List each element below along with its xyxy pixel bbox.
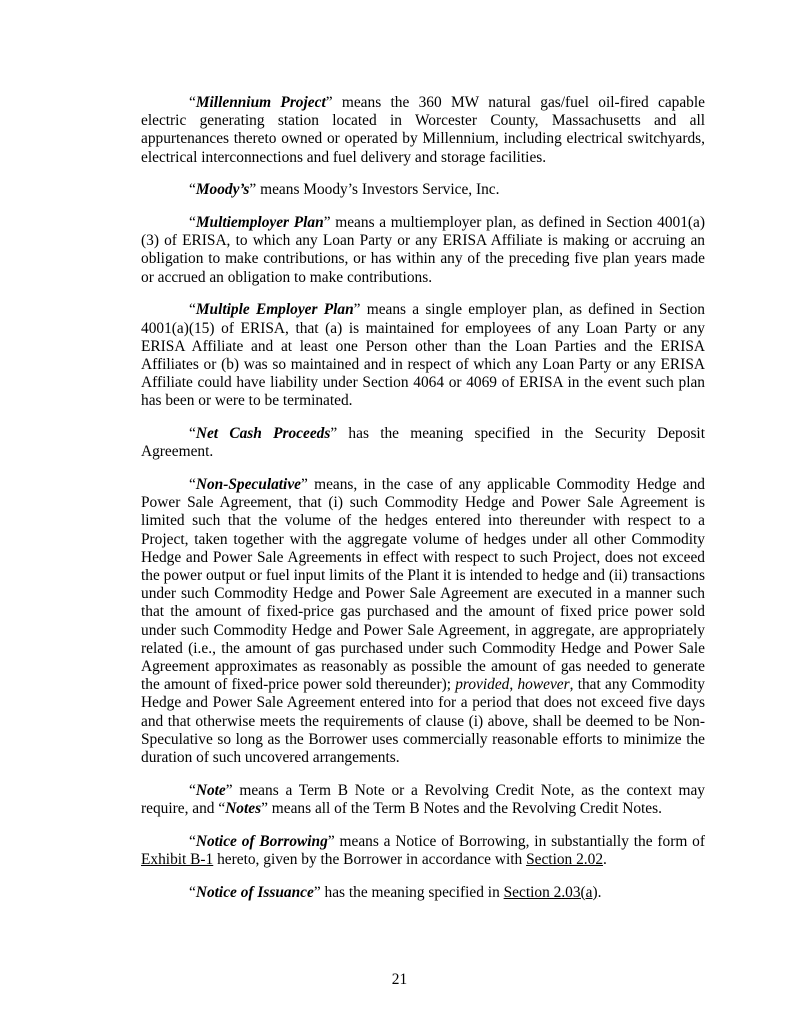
definition-text: means a Term B Note or a Revolving Credit Note, as the context may require, and “	[141, 781, 705, 817]
definition-text: means a single employer plan, as defined in Section 4001(a)(15) of ERISA, that (a) is maintained for employees of any Loan Party or any ERISA Affiliate and at least one Person other than the Loan Parties and the ERISA Affiliates or (b) was so maintained and in respect of which any Loan Party or any ERISA Affiliate could have liability under Section 4064 or 4069 of ERISA in the event such plan has been or were to be terminated.	[141, 301, 705, 410]
page-number: 21	[391, 971, 408, 988]
section-2-03a-link[interactable]: Section 2.03(a)	[503, 883, 598, 901]
defined-term: Millennium Project	[195, 94, 326, 111]
definition-net-cash-proceeds: “Net Cash Proceeds” has the meaning specified in the Security Deposit Agreement.	[141, 425, 705, 461]
exhibit-b-1-link[interactable]: Exhibit B-1	[141, 850, 214, 868]
definition-moodys: “Moody’s” means Moody’s Investors Service, Inc.	[189, 181, 500, 199]
defined-term: Notice of Issuance	[195, 883, 314, 901]
definition-text: means Moody’s Investors Service, Inc.	[256, 181, 500, 199]
definition-text-3: , that any Commodity Hedge and Power Sale Agreement entered into for a period that does not exceed five days and that otherwise meets the requirements of clause (i) above, shall be deemed to be Non-Speculative so long as the Borrower uses commercially reasonable efforts to minimize the duration of such uncovered arrangements.	[141, 676, 705, 766]
definition-text: means a multiemployer plan, as defined in Section 4001(a)(3) of ERISA, to which any Loan Party or any ERISA Affiliate is making or accruing an obligation to make contributions, or has within any of the preceding five plan years made or accrued an obligation to make contributions.	[141, 214, 705, 286]
defined-term: Net Cash Proceeds	[195, 425, 331, 443]
defined-term: Note	[195, 781, 226, 799]
definition-text: means the 360 MW natural gas/fuel oil-fired capable electric generating station located in Worcester County, Massachusetts and all appurtenances thereto owned or operated by Millennium, including electrical switchyards, electrical interconnections and fuel delivery and storage facilities.	[141, 94, 705, 166]
definition-non-speculative: “Non-Speculative” means, in the case of any applicable Commodity Hedge and Power Sale Agreement, that (i) such Commodity Hedge and Power Sale Agreement is limited such that the volume of the hedges entered into thereunder with respect to a Project, taken together with the aggregate volume of hedges under all other Commodity Hedge and Power Sale Agreements in effect with respect to such Project, does not exceed the power output or fuel input limits of the Plant it is intended to hedge and (ii) transactions under such Commodity Hedge and Power Sale Agreement are executed in a manner such that the amount of fixed-price gas purchased and the amount of fixed price power sold under such Commodity Hedge and Power Sale Agreement, in aggregate, are appropriately related (i.e., the amount of gas purchased under such Commodity Hedge and Power Sale Agreement approximates as reasonably as possible the amount of gas needed to generate the amount of fixed-price power sold thereunder); provided, however, that any Commodity Hedge and Power Sale Agreement entered into for a period that does not exceed five days and that otherwise meets the requirements of clause (i) above, shall be deemed to be Non-Speculative so long as the Borrower uses commercially reasonable efforts to minimize the duration of such uncovered arrangements.	[141, 475, 705, 766]
section-2-02-link[interactable]: Section 2.02	[526, 850, 604, 868]
defined-term: Multiple Employer Plan	[195, 301, 354, 319]
definition-text: has the meaning specified in	[320, 883, 504, 901]
definition-text: has the meaning specified in the Security Deposit Agreement.	[141, 425, 705, 461]
definition-text-2: .	[597, 883, 602, 901]
definition-note: “Note” means a Term B Note or a Revolving Credit Note, as the context may require, and “Notes” means all of the Term B Notes and the Revolving Credit Notes.	[141, 781, 705, 817]
defined-term: Multiemployer Plan	[195, 214, 324, 232]
definition-text: means a Notice of Borrowing, in substantially the form of	[334, 832, 705, 850]
definition-notice-of-issuance: “Notice of Issuance” has the meaning specified in Section 2.03(a).	[189, 883, 602, 901]
definition-text: means, in the case of any applicable Commodity Hedge and Power Sale Agreement, that (i) such Commodity Hedge and Power Sale Agreement is limited such that the volume of the hedges entered into thereunder with respect to a Project, taken together with the aggregate volume of hedges under all other Commodity Hedge and Power Sale Agreements in effect with respect to such Project, does not exceed the power output or fuel input limits of the Plant it is intended to hedge and (ii) transactions under such Commodity Hedge and Power Sale Agreement are executed in a manner such that the amount of fixed-price gas purchased and the amount of fixed price power sold under such Commodity Hedge and Power Sale Agreement, in aggregate, are appropriately related (i.e., the amount of gas purchased under such Commodity Hedge and Power Sale Agreement approximates as reasonably as possible the amount of gas needed to generate the amount of fixed-price power sold thereunder);	[141, 475, 705, 694]
defined-term: Moody’s	[195, 181, 250, 199]
defined-term: Notice of Borrowing	[195, 832, 328, 850]
document-body	[141, 94, 705, 916]
definition-text-3: .	[603, 850, 607, 868]
italic-however: however	[517, 676, 570, 694]
definition-text-2: ” means all of the Term B Notes and the Revolving Credit Notes.	[261, 799, 662, 817]
definition-millennium-project: “Millennium Project” means the 360 MW natural gas/fuel oil-fired capable electric generating station located in Worcester County, Massachusetts and all appurtenances thereto owned or operated by Millennium, including electrical switchyards, electrical interconnections and fuel delivery and storage facilities.	[141, 94, 705, 166]
definition-text-2: hereto, given by the Borrower in accordance with	[213, 850, 527, 868]
definition-multiemployer-plan: “Multiemployer Plan” means a multiemployer plan, as defined in Section 4001(a)(3) of ERISA, to which any Loan Party or any ERISA Affiliate is making or accruing an obligation to make contributions, or has within any of the preceding five plan years made or accrued an obligation to make contributions.	[141, 214, 705, 286]
definition-notice-of-borrowing: “Notice of Borrowing” means a Notice of Borrowing, in substantially the form of Exhibit B-1 hereto, given by the Borrower in accordance with Section 2.02.	[141, 832, 705, 868]
defined-term-2: Notes	[225, 799, 262, 817]
defined-term: Non-Speculative	[195, 475, 302, 493]
definition-text-2: ,	[509, 676, 518, 694]
definition-multiple-employer-plan: “Multiple Employer Plan” means a single employer plan, as defined in Section 4001(a)(15) of ERISA, that (a) is maintained for employees of any Loan Party or any ERISA Affiliate and at least one Person other than the Loan Parties and the ERISA Affiliates or (b) was so maintained and in respect of which any Loan Party or any ERISA Affiliate could have liability under Section 4064 or 4069 of ERISA in the event such plan has been or were to be terminated.	[141, 301, 705, 410]
italic-provided: provided	[455, 676, 510, 694]
